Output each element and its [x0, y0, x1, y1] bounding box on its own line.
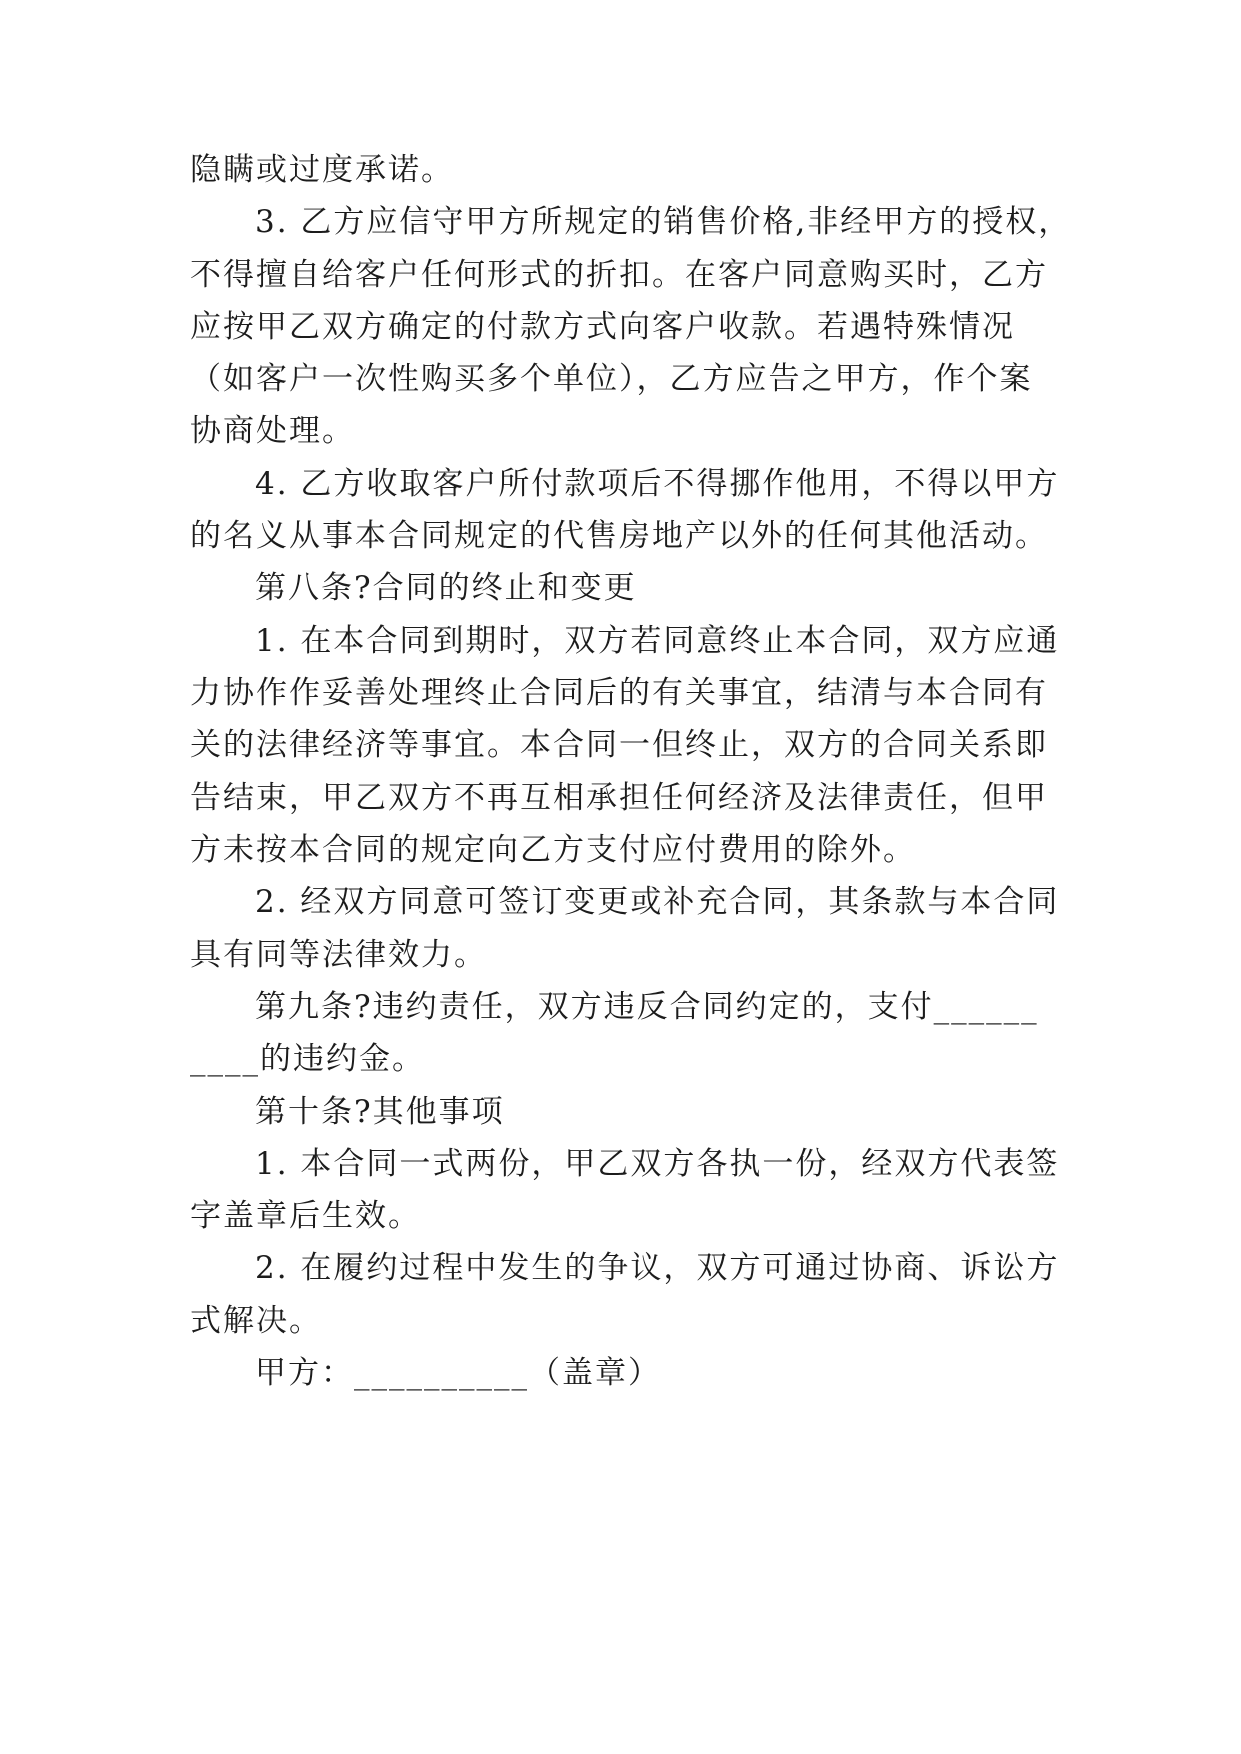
text-line: 不得擅自给客户任何形式的折扣。在客户同意购买时，乙方 — [190, 257, 1048, 293]
text-line: 协商处理。 — [190, 413, 355, 449]
text-line: （如客户一次性购买多个单位），乙方应告之甲方，作个案 — [190, 361, 1033, 397]
section-heading: 第九条?违约责任，双方违反合同约定的，支付______ — [255, 989, 1039, 1025]
text-line: 2. 经双方同意可签订变更或补充合同，其条款与本合同 — [255, 884, 1060, 920]
text-line: 隐瞒或过度承诺。 — [190, 152, 454, 188]
text-line: 关的法律经济等事宜。本合同一但终止，双方的合同关系即 — [190, 727, 1048, 763]
text-line: 具有同等法律效力。 — [190, 937, 487, 973]
text-line: 1. 在本合同到期时，双方若同意终止本合同，双方应通 — [255, 623, 1060, 659]
text-line: 1. 本合同一式两份，甲乙双方各执一份，经双方代表签 — [255, 1146, 1060, 1182]
signature-line-party-a: 甲方：__________（盖章） — [255, 1355, 661, 1391]
text-line: 字盖章后生效。 — [190, 1198, 421, 1234]
text-line: 3. 乙方应信守甲方所规定的销售价格,非经甲方的授权， — [255, 204, 1072, 240]
text-line: ____的违约金。 — [190, 1041, 425, 1077]
text-line: 式解决。 — [190, 1303, 322, 1339]
text-line: 告结束，甲乙双方不再互相承担任何经济及法律责任，但甲 — [190, 780, 1048, 816]
section-heading: 第八条?合同的终止和变更 — [255, 570, 637, 606]
text-line: 的名义从事本合同规定的代售房地产以外的任何其他活动。 — [190, 518, 1048, 554]
section-heading: 第十条?其他事项 — [255, 1094, 505, 1130]
text-line: 应按甲乙双方确定的付款方式向客户收款。若遇特殊情况 — [190, 309, 1015, 345]
text-line: 2. 在履约过程中发生的争议，双方可通过协商、诉讼方 — [255, 1250, 1060, 1286]
text-line: 4. 乙方收取客户所付款项后不得挪作他用，不得以甲方 — [255, 466, 1060, 502]
text-line: 力协作作妥善处理终止合同后的有关事宜，结清与本合同有 — [190, 675, 1048, 711]
text-line: 方未按本合同的规定向乙方支付应付费用的除外。 — [190, 832, 916, 868]
